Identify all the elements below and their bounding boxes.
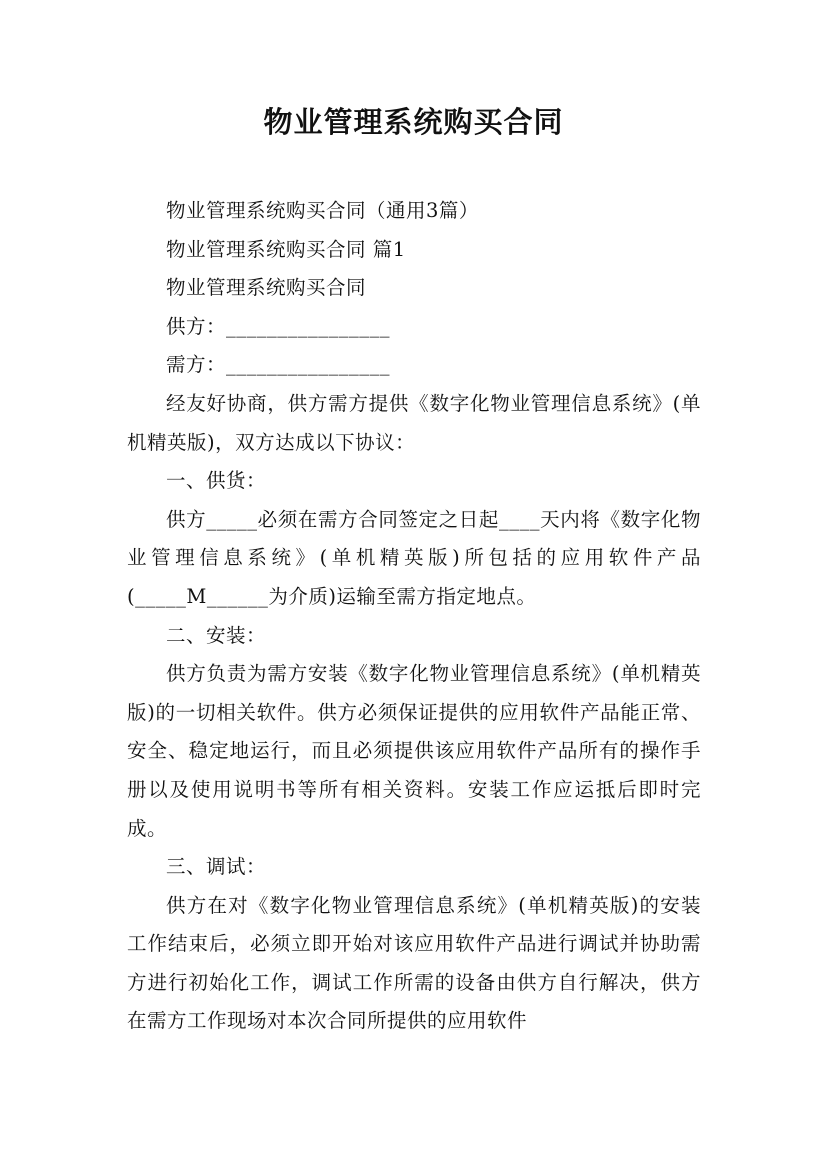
paragraph-buyer-line: 需方：________________ xyxy=(166,353,391,377)
paragraph-part-heading: 物业管理系统购买合同 篇1 xyxy=(166,237,406,261)
document-body xyxy=(127,192,701,1041)
section-heading-installation: 二、安装： xyxy=(166,623,267,647)
paragraph-installation: 供方负责为需方安装《数字化物业管理信息系统》(单机精英版)的一切相关软件。供方必须保证提供的应用软件产品能正常、安全、稳定地运行，而且必须提供该应用软件产品所有的操作手册以及使用说明书等所有相关资料。安装工作应运抵后即时完成。 xyxy=(127,662,701,840)
paragraph-agreement-intro: 经友好协商，供方需方提供《数字化物业管理信息系统》(单机精英版)，双方达成以下协议： xyxy=(127,391,701,454)
document-title: 物业管理系统购买合同 xyxy=(263,105,564,139)
paragraph-supply: 供方_____必须在需方合同签定之日起____天内将《数字化物业管理信息系统》(单机精英版)所包括的应用软件产品(_____M______为介质)运输至需方指定地点。 xyxy=(127,507,701,608)
paragraph-supplier-line: 供方：________________ xyxy=(166,314,391,338)
section-heading-debugging: 三、调试： xyxy=(166,855,267,879)
paragraph-debugging: 供方在对《数字化物业管理信息系统》(单机精英版)的安装工作结束后，必须立即开始对该应用软件产品进行调试并协助需方进行初始化工作，调试工作所需的设备由供方自行解决，供方在需方工作现场对本次合同所提供的应用软件 xyxy=(127,893,701,1033)
paragraph-collection-heading: 物业管理系统购买合同（通用3篇） xyxy=(166,199,479,222)
paragraph-contract-name: 物业管理系统购买合同 xyxy=(166,276,367,300)
section-heading-supply: 一、供货： xyxy=(166,469,267,493)
